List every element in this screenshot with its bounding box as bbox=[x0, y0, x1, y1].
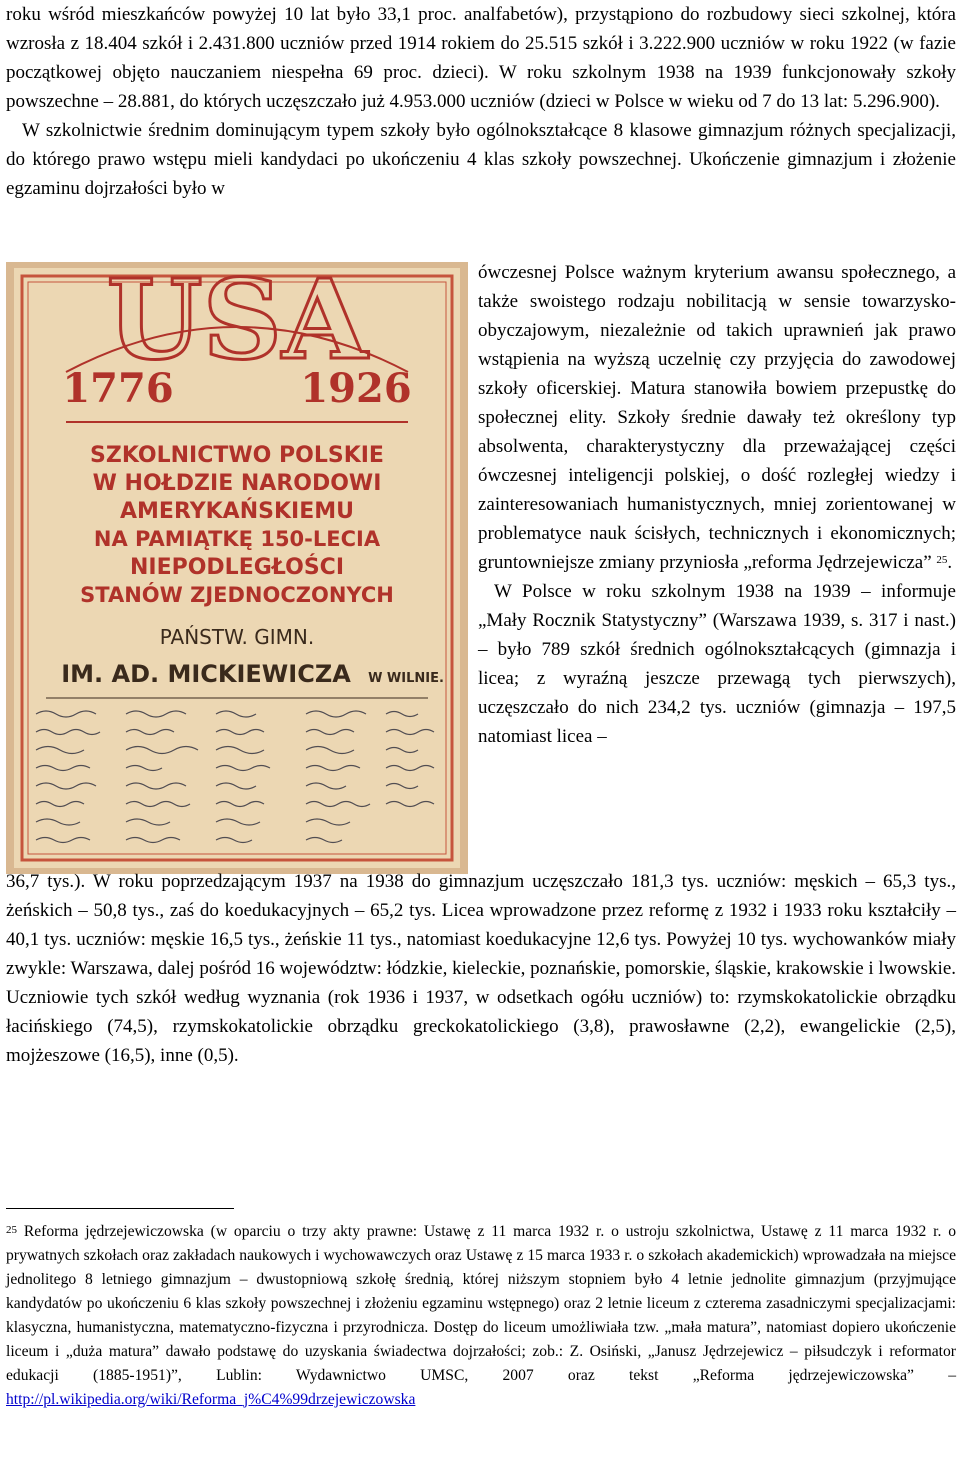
poster-line-4: NA PAMIĄTKĘ 150-LECIA bbox=[93, 527, 381, 551]
footnote-separator bbox=[6, 1208, 234, 1209]
poster-line-3: AMERYKAŃSKIEMU bbox=[120, 499, 354, 524]
poster-line-6: STANÓW ZJEDNOCZONYCH bbox=[80, 583, 394, 607]
poster-line-5: NIEPODLEGŁOŚCI bbox=[129, 555, 345, 580]
poster-school-line-1: PAŃSTW. GIMN. bbox=[159, 625, 315, 649]
poster-school-line-2: IM. AD. MICKIEWICZA bbox=[61, 660, 351, 688]
poster-school-city: W WILNIE. bbox=[368, 671, 444, 686]
intro-paragraph: roku wśród mieszkańców powyżej 10 lat było 33,1 proc. analfabetów), przystąpiono do rozbudowy sieci szkolnej, która wzrosła z 18.404 szkół i 2.431.800 uczniów przed 1914 rokiem do 25.515 szkół i 3.222.900 uczniów w roku 1922 (w fazie początkowej objęto nauczaniem niespełna 69 proc. dzieci). W roku szkolnym 1938 na 1939 funkcjonowały szkoły powszechne – 28.881, do których uczęszczało już 4.953.000 uczniów (dzieci w Polsce w wieku od 7 do 13 lat: 5.296.900). bbox=[6, 4, 956, 112]
footnote-ref[interactable]: 25 bbox=[936, 554, 948, 566]
poster-year-right: 1926 bbox=[300, 365, 412, 412]
footnote-text: Reforma jędrzejewiczowska (w oparciu o trzy akty prawne: Ustawę z 11 marca 1932 r. o ustroju szkolnictwa, Ustawę z 11 marca 1932 r. o prywatnych szkołach oraz zakładach naukowych i wychowawczych oraz Ustawę z 15 marca 1933 r. o szkołach akademickich) wprowadzała na miejsce jednolitego 8 letniego gimnazjum – dwustopniową szkołę średnią, której niższym stopniem było 4 letnie jednolite gimnazjum (przyjmujące kandydatów po ukończeniu 6 klas szkoły powszechnej i złożeniu egzaminu wstępnego) oraz 2 letnie liceum z czterema zasadniczymi specjalizacjami: klasyczna, humanistyczna, matematyczno-fizyczna i przyrodnicza. Dostęp do liceum umożliwiała tzw. „mała matura”, natomiast dopiero ukończenie liceum i „duża matura” dawało podstawę do uzyskania świadectwa dojrzałości; zob.: Z. Osiński, „Janusz Jędrzejewicz – piłsudczyk i reformator edukacji (1885-1951)”, Lublin: Wydawnictwo UMSC, 2007 oraz tekst „Reforma jędrzejewiczowska” bbox=[6, 1223, 956, 1384]
footnote-dash: – bbox=[948, 1367, 956, 1384]
footnote-number: 25 bbox=[6, 1224, 17, 1236]
bottom-paragraph-wrap bbox=[6, 867, 956, 1070]
footnotes bbox=[6, 1220, 956, 1412]
poster-usa-text: USA bbox=[106, 262, 368, 384]
poster-line-1: SZKOLNICTWO POLSKIE bbox=[90, 443, 384, 468]
float-text-1: ówczesnej Polsce ważnym kryterium awansu społecznego, a także swoistego rodzaju nobilitacją w sensie towarzysko-obyczajowym, niezależnie od takich uprawnień jak prawo wstąpienia na wyższą uczelnię czy przyjęcia do zawodowej szkoły oficerskiej. Matura stanowiła bowiem przepustkę do społecznej elity. Szkoły średnie dawały też określony typ absolwenta, charakterystyczny dla przeważającej części ówczesnej inteligencji polskiej, o dość rozległej wiedzy i zainteresowaniach humanistycznych, mniej zorientowanej w problematyce nauk ścisłych, technicznych i ekonomicznych; gruntowniejsze zmiany przyniosła „reforma Jędrzejewicza” $^{25}$. bbox=[478, 262, 956, 573]
footnote-link[interactable]: http://pl.wikipedia.org/wiki/Reforma_j%C4%99drzejewiczowska bbox=[6, 1391, 416, 1408]
secondary-intro-paragraph: W szkolnictwie średnim dominującym typem szkoły było ogólnokształcące 8 klasowe gimnazjum różnych specjalizacji, do którego prawo wstępu mieli kandydaci po ukończeniu 4 klas szkoły powszechnej. Ukończenie gimnazjum i złożenie egzaminu dojrzałości było w bbox=[6, 120, 956, 199]
float-text-2: W Polsce w roku szkolnym 1938 na 1939 – informuje „Mały Rocznik Statystyczny” (Warszawa 1939, s. 317 i nast.) – było 789 szkół średnich ogólnokształcących (gimnazja i licea; z wyraźną jeszcze przewagą tych pierwszych), uczęszczało do nich 234,2 tys. uczniów (gimnazja – 197,5 natomiast licea – bbox=[478, 581, 956, 747]
document-page bbox=[6, 0, 956, 1408]
poster-line-2: W HOŁDZIE NARODOWI bbox=[92, 471, 382, 496]
footnote-25 bbox=[6, 1220, 956, 1412]
commemorative-poster-image bbox=[6, 262, 468, 874]
bottom-paragraph: 36,7 tys.). W roku poprzedzającym 1937 na 1938 do gimnazjum uczęszczało 181,3 tys. uczniów: męskich – 65,3 tys., żeńskich – 50,8 tys., zaś do koedukacyjnych – 65,2 tys. Licea wprowadzone przez reformę z 1932 i 1933 roku kształciły – 40,1 tys. uczniów: męskie 16,5 tys., żeńskie 11 tys., natomiast koedukacyjne 12,6 tys. Powyżej 10 tys. wychowanków miały zwykle: Warszawa, dalej pośród 16 województw: łódzkie, kieleckie, poznańskie, pomorskie, śląskie, krakowskie i lwowskie. Uczniowie tych szkół według wyznania (rok 1936 i 1937, w odsetkach ogółu uczniów) to: rzymskokatolickie obrządku łacińskiego (74,5), rzymskokatolickie obrządku greckokatolickiego (3,8), prawosławne (2,2), ewangelickie (2,5), mojżeszowe (16,5), inne (0,5). bbox=[6, 871, 956, 1066]
poster-year-left: 1776 bbox=[62, 365, 174, 412]
float-text-column bbox=[478, 258, 956, 751]
